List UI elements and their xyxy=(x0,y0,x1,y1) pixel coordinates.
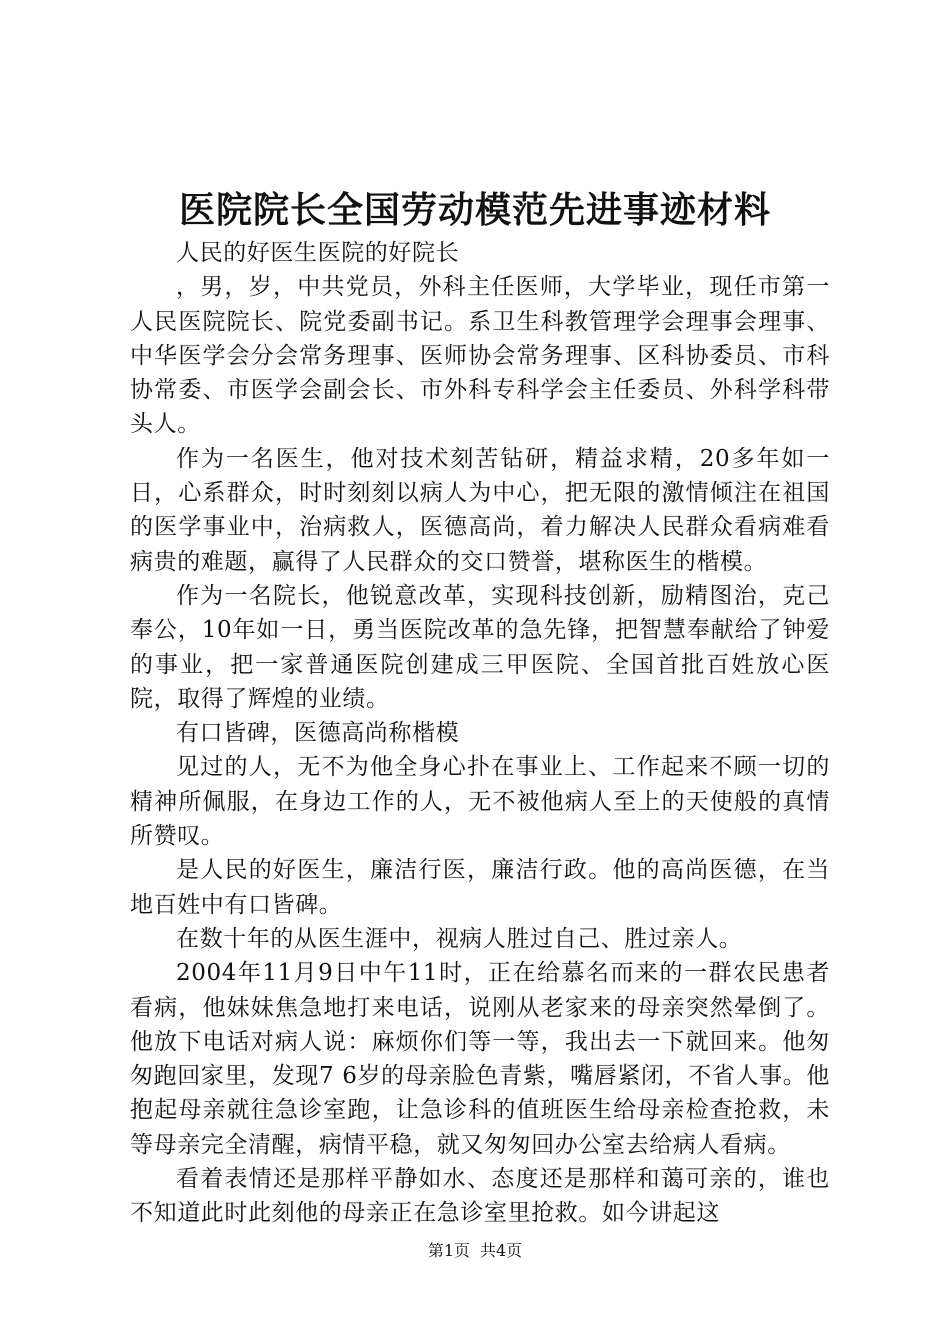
paragraph-subtitle-2: 有口皆碑，医德高尚称楷模 xyxy=(176,720,460,747)
page-total: 共4页 xyxy=(480,1241,523,1260)
paragraph-good-doctor: 是人民的好医生，廉洁行医，廉洁行政。他的高尚医德，在当地百姓中有口皆碑。 xyxy=(130,857,830,918)
paragraph-subtitle-1: 人民的好医生医院的好院长 xyxy=(176,240,460,266)
document-title: 医院院长全国劳动模范先进事迹材料 xyxy=(178,189,771,231)
paragraph-admiration: 见过的人，无不为他全身心扑在事业上、工作起来不顾一切的精神所佩服，在身边工作的人，无不被他病人至上的天使般的真情所赞叹。 xyxy=(130,754,830,850)
paragraph-calm: 看着表情还是那样平静如水、态度还是那样和蔼可亲的，谁也不知道此时此刻他的母亲正在急诊室里抢救。如今讲起这 xyxy=(130,1166,830,1227)
paragraph-as-president: 作为一名院长，他锐意改革，实现科技创新，励精图治，克己奉公，10年如一日，勇当医院改革的急先锋，把智慧奉献给了钟爱的事业，把一家普通医院创建成三甲医院、全国首批百姓放心医院，取得了辉煌的业绩。 xyxy=(130,582,830,712)
page-number: 第1页 xyxy=(427,1241,470,1260)
document-body xyxy=(130,236,830,1231)
paragraph-intro: ，男，岁，中共党员，外科主任医师，大学毕业，现任市第一人民医院院长、院党委副书记。系卫生科教管理学会理事会理事、中华医学会分会常务理事、医师协会常务理事、区科协委员、市科协常委、市医学会副会长、市外科专科学会主任委员、外科学科带头人。 xyxy=(130,274,830,438)
paragraph-as-doctor: 作为一名医生，他对技术刻苦钻研，精益求精，20多年如一日，心系群众，时时刻刻以病人为中心，把无限的激情倾注在祖国的医学事业中，治病救人，医德高尚，着力解决人民群众看病难看病贵的难题，赢得了人民群众的交口赞誉，堪称医生的楷模。 xyxy=(130,445,830,575)
page-footer xyxy=(0,1240,950,1262)
paragraph-mother-story: 2004年11月9日中午11时，正在给慕名而来的一群农民患者看病，他妹妹焦急地打来电话，说刚从老家来的母亲突然晕倒了。他放下电话对病人说：麻烦你们等一等，我出去一下就回来。他匆匆跑回家里，发现7 6岁的母亲脸色青紫，嘴唇紧闭，不省人事。他抱起母亲就往急诊室跑，让急诊科的值班医生给母亲检查抢救，未等母亲完全清醒，病情平稳，就又匆匆回办公室去给病人看病。 xyxy=(130,960,830,1158)
paragraph-career: 在数十年的从医生涯中，视病人胜过自己、胜过亲人。 xyxy=(176,925,743,952)
